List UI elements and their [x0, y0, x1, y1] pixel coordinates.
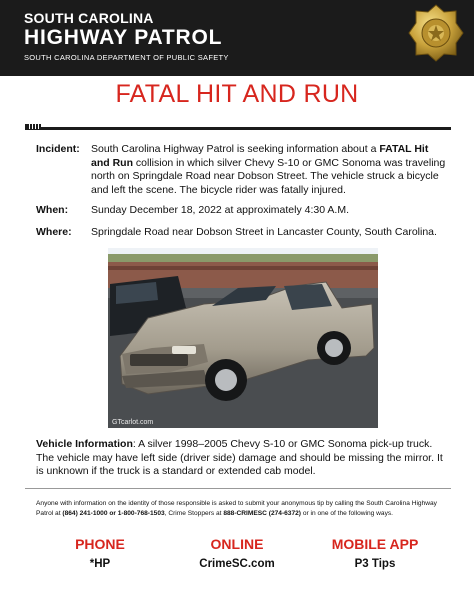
- incident-text-2: collision in which silver Chevy S-10 or GMC Sonoma was traveling north on Springdale Road near Dobson Street. The vehicle struck a bicycle and left the scene. The bicycle rider was fatally injured.: [91, 156, 446, 196]
- contact-phone-heading: PHONE: [75, 536, 125, 552]
- note-text-3: or in one of the following ways.: [301, 509, 394, 517]
- vehicle-text: : A silver 1998–2005 Chevy S-10 or GMC Sonoma pick-up truck. The vehicle may have left side (driver side) damage and should be missing the mirror. It is unknown if the truck is a standard or extended cab model.: [36, 438, 443, 477]
- contact-phone: [30, 536, 170, 570]
- incident-label: Incident:: [36, 143, 80, 155]
- vehicle-info: [36, 438, 446, 479]
- crimestoppers-number: 888-CRIMESC (274-6372): [223, 509, 302, 517]
- section-divider: [25, 488, 451, 489]
- header-department: SOUTH CAROLINA DEPARTMENT OF PUBLIC SAFETY: [24, 53, 229, 62]
- header-state: SOUTH CAROLINA: [24, 10, 154, 26]
- title-divider: [25, 127, 451, 130]
- vehicle-label: Vehicle Information: [36, 438, 133, 450]
- incident-text-bold: FATAL Hit and Run: [91, 143, 429, 169]
- badge-icon: [406, 3, 466, 63]
- photo-watermark: GTcarlot.com: [112, 419, 154, 426]
- when-text: Sunday December 18, 2022 at approximately 4:30 A.M.: [91, 204, 349, 216]
- where-label: Where:: [36, 226, 72, 238]
- hp-phone-numbers: (864) 241-1000 or 1-800-768-1503: [62, 509, 165, 517]
- note-text-2: , Crime Stoppers at: [164, 509, 224, 517]
- incident-text-1: South Carolina Highway Patrol is seeking information about a: [91, 143, 380, 155]
- contact-mobile-app: [305, 536, 445, 570]
- divider-marks: [27, 124, 39, 129]
- contact-online: [167, 536, 307, 570]
- where-text: Springdale Road near Dobson Street in Lancaster County, South Carolina.: [91, 226, 437, 238]
- header-agency: HIGHWAY PATROL: [24, 26, 223, 49]
- contact-phone-value: *HP: [89, 558, 111, 570]
- contact-mobile-app-heading: MOBILE APP: [331, 536, 419, 552]
- page-header: [0, 0, 474, 76]
- contact-online-value: CrimeSC.com: [199, 558, 275, 570]
- note-text-1: Anyone with information on the identity of those responsible is asked to submit your anonymous tip by calling the South Carolina Highway Patrol at: [36, 500, 437, 517]
- incident-text: [91, 143, 447, 197]
- contact-online-heading: ONLINE: [210, 536, 264, 552]
- contact-mobile-app-value: P3 Tips: [354, 558, 396, 570]
- page-title: FATAL HIT AND RUN: [115, 80, 359, 108]
- tip-instructions: [36, 499, 446, 518]
- vehicle-photo: [108, 248, 378, 428]
- when-label: When:: [36, 204, 69, 216]
